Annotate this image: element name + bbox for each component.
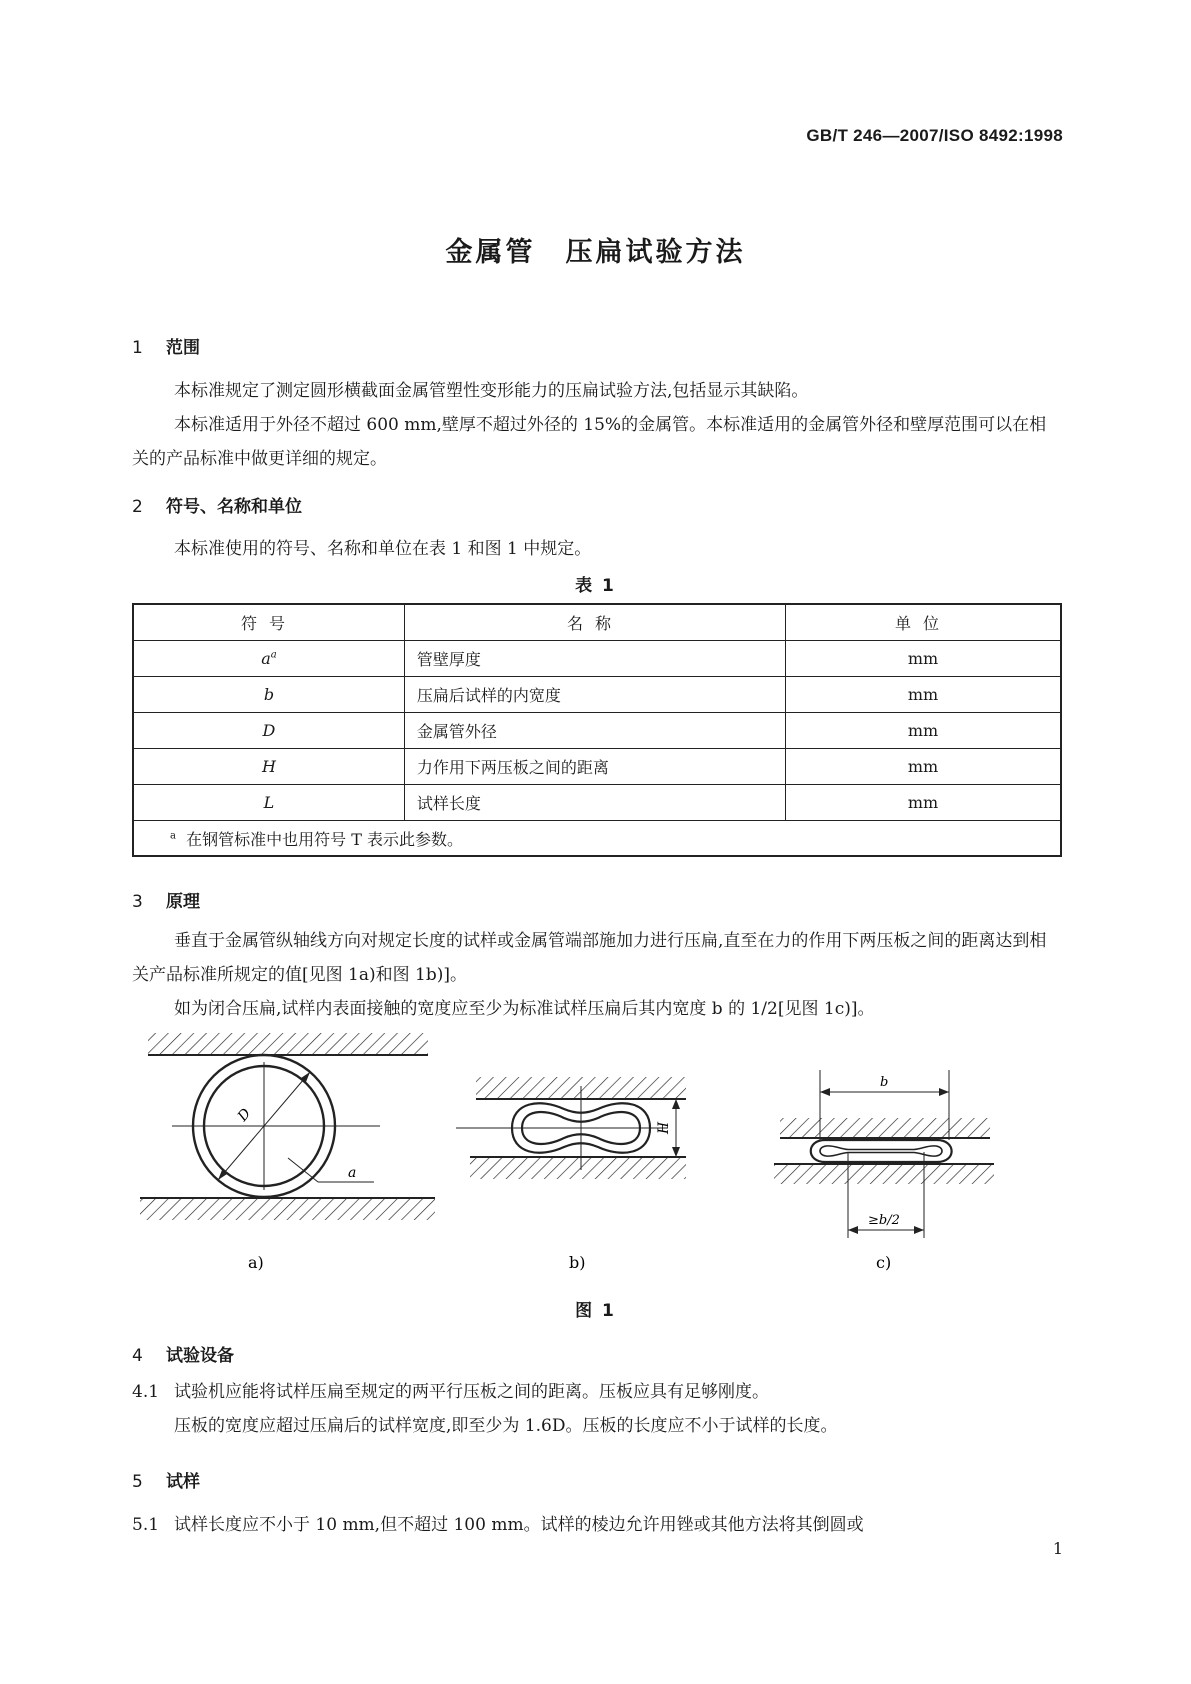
- figure-1c-diagram: [774, 1070, 994, 1272]
- arrowhead: [672, 1147, 680, 1157]
- lower-plate-hatch: [774, 1164, 994, 1184]
- cell-name: 金属管外径: [404, 713, 785, 749]
- subcaption-a: a): [248, 1253, 264, 1272]
- arrowhead: [848, 1226, 858, 1234]
- cell-unit: mm: [786, 713, 1061, 749]
- subcaption-c: c): [876, 1253, 892, 1272]
- table-1: [132, 603, 1062, 857]
- cell-name: 试样长度: [404, 785, 785, 821]
- figure-1: [120, 1030, 1080, 1280]
- table-row: [133, 641, 1061, 677]
- section-5-heading: 5 试样: [132, 1472, 200, 1492]
- table-row: [133, 677, 1061, 713]
- section-3-paragraph-1: 垂直于金属管纵轴线方向对规定长度的试样或金属管端部施加力进行压扁,直至在力的作用下两压板之间的距离达到相关产品标准所规定的值[见图 1a)和图 1b)]。: [132, 931, 1047, 985]
- section-4-heading: 4 试验设备: [132, 1346, 234, 1366]
- cell-name: 压扁后试样的内宽度: [404, 677, 785, 713]
- section-3-paragraph-2: 如为闭合压扁,试样内表面接触的宽度应至少为标准试样压扁后其内宽度 b 的 1/2[见图 1c)]。: [174, 999, 875, 1019]
- clause-number: 4.1: [132, 1382, 160, 1402]
- section-4-1-paragraph-2: 压板的宽度应超过压扁后的试样宽度,即至少为 1.6D。压板的长度应不小于试样的长度。: [174, 1416, 838, 1436]
- cell-symbol: H: [133, 749, 404, 785]
- upper-plate-hatch: [780, 1118, 990, 1138]
- page-number: 1: [1052, 1539, 1063, 1558]
- label-H: H: [656, 1121, 672, 1134]
- cell-symbol: b: [133, 677, 404, 713]
- arrowhead: [939, 1088, 949, 1096]
- standard-number: GB/T 246—2007/ISO 8492:1998: [806, 126, 1063, 145]
- closed-tube-outer: [811, 1140, 952, 1162]
- label-b: b: [880, 1075, 889, 1090]
- figure-1a-diagram: [140, 1033, 435, 1272]
- upper-plate-hatch: [148, 1033, 428, 1055]
- section-1-paragraph-1: 本标准规定了测定圆形横截面金属管塑性变形能力的压扁试验方法,包括显示其缺陷。: [174, 381, 809, 401]
- header-unit: 单位: [786, 604, 1061, 641]
- label-D: D: [234, 1105, 255, 1125]
- cell-symbol: $a^a$: [133, 641, 404, 677]
- section-2-heading: 2 符号、名称和单位: [132, 497, 302, 517]
- title-part1: 金属管: [445, 237, 536, 268]
- table-footnote-row: [133, 821, 1061, 857]
- cell-unit: mm: [786, 677, 1061, 713]
- label-a: a: [348, 1165, 357, 1181]
- cell-name: 管壁厚度: [404, 641, 785, 677]
- lower-plate-hatch: [470, 1157, 686, 1179]
- table-1-caption: 表 1: [575, 576, 616, 596]
- section-5-1-paragraph-1: 5.1 试样长度应不小于 10 mm,但不超过 100 mm。试样的棱边允许用锉或其他方法将其倒圆或: [132, 1508, 1062, 1542]
- header-name: 名称: [404, 604, 785, 641]
- title-part2: 压扁试验方法: [565, 237, 746, 268]
- footnote-mark: a: [270, 649, 277, 661]
- label-half-b: ≥b/2: [868, 1213, 900, 1228]
- arrowhead: [672, 1099, 680, 1109]
- lower-plate-hatch: [140, 1198, 435, 1220]
- arrowhead: [914, 1226, 924, 1234]
- section-3-heading: 3 原理: [132, 892, 200, 912]
- table-row: [133, 785, 1061, 821]
- subcaption-b: b): [569, 1253, 586, 1272]
- section-1-heading: 1 范围: [132, 338, 200, 358]
- cell-name: 力作用下两压板之间的距离: [404, 749, 785, 785]
- arrowhead: [820, 1088, 830, 1096]
- figure-1b-diagram: [456, 1077, 686, 1272]
- cell-symbol: D: [133, 713, 404, 749]
- figure-1-caption: 图 1: [575, 1301, 616, 1321]
- cell-symbol: L: [133, 785, 404, 821]
- table-footnote: $^a$ 在钢管标准中也用符号 T 表示此参数。: [133, 821, 1061, 857]
- table-row: [133, 749, 1061, 785]
- table-header-row: [133, 604, 1061, 641]
- clause-number: 5.1: [132, 1515, 160, 1535]
- document-title: [0, 230, 1191, 269]
- cell-unit: mm: [786, 749, 1061, 785]
- cell-unit: mm: [786, 641, 1061, 677]
- header-symbol: 符号: [133, 604, 404, 641]
- section-4-1-paragraph-1: 4.1 试验机应能将试样压扁至规定的两平行压板之间的距离。压板应具有足够刚度。: [132, 1375, 1062, 1409]
- cell-unit: mm: [786, 785, 1061, 821]
- table-row: [133, 713, 1061, 749]
- section-2-paragraph-1: 本标准使用的符号、名称和单位在表 1 和图 1 中规定。: [174, 539, 592, 559]
- section-1-paragraph-2: 本标准适用于外径不超过 600 mm,壁厚不超过外径的 15%的金属管。本标准适用的金属管外径和壁厚范围可以在相关的产品标准中做更详细的规定。: [132, 415, 1047, 469]
